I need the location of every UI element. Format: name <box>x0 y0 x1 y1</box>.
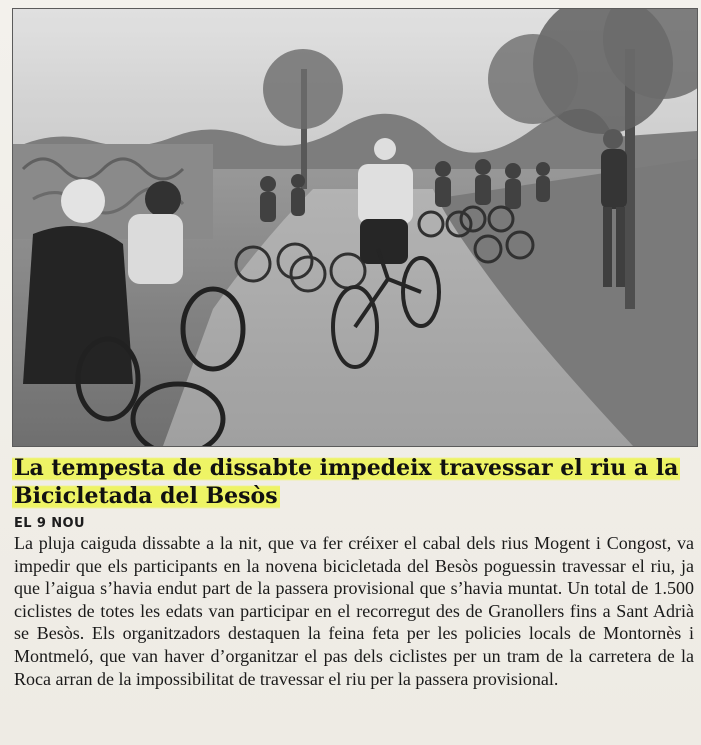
article-byline: EL 9 NOU <box>14 516 85 531</box>
article-photo <box>12 8 698 447</box>
article-headline <box>12 454 696 510</box>
cyclists-photo-illustration <box>13 9 697 446</box>
headline-highlight: La tempesta de dissabte impedeix travessar el riu a la Bicicletada del Besòs <box>14 455 679 509</box>
article-body: La pluja caiguda dissabte a la nit, que va fer créixer el cabal dels rius Mogent i Congost, va impedir que els participants en la novena bicicletada del Besòs poguessin travessar el riu, ja que l’aigua s’havia endut part de la passera provisional que s’havia muntat. Un total de 1.500 ciclistes de totes les edats van participar en el recorregut des de Granollers fins a Sant Adrià se Besòs. Els organitzadors destaquen la feina feta per les policies locals de Montornès i Montmeló, que van haver d’organitzar el pas dels ciclistes per un tram de la carretera de la Roca arran de la impossibilitat de travessar el riu per la passera provisional. <box>14 533 694 689</box>
